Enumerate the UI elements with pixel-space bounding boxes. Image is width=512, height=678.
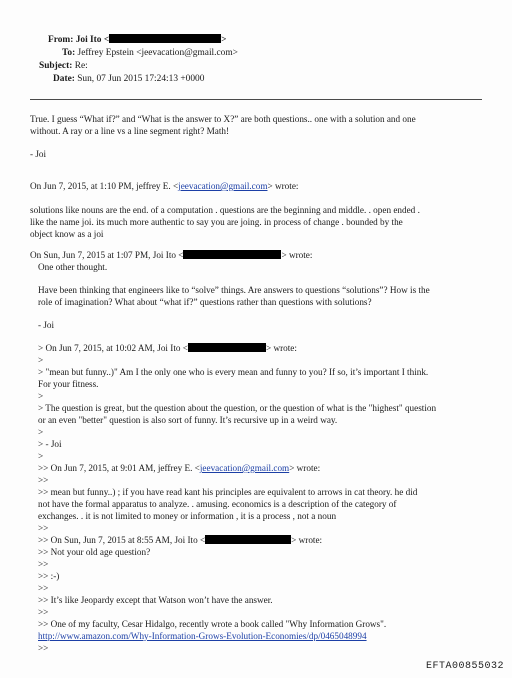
quote-line: >> One of my faculty, Cesar Hidalgo, recently wrote a book called "Why Information Grows".	[38, 619, 387, 629]
quote-marker: >	[38, 427, 44, 437]
quote-marker: >	[38, 391, 44, 401]
redaction-block	[188, 343, 266, 352]
reply-line: without. A ray or a line vs a line segment right? Math!	[30, 126, 230, 136]
quote-line: not have the formal apparatus to analyze. . amusing. economics is a description of the category of	[38, 499, 397, 509]
quote-line: > The question is great, but the question about the question, or the question of what is the "highest" question	[38, 403, 437, 413]
redaction-block	[183, 250, 281, 259]
header-from: From: Joi Ito < >	[48, 35, 227, 45]
quote-line: Have been thinking that engineers like to “solve” things. Are answers to questions “solutions”? How is the	[38, 285, 430, 295]
email-link[interactable]: jeevacation@gmail.com	[178, 181, 268, 191]
quote-marker: >>	[38, 583, 49, 593]
amazon-link[interactable]: http://www.amazon.com/Why-Information-Grows-Evolution-Economies/dp/0465048994	[38, 631, 367, 641]
quote-line: like the name joi. its much more authentic to say you are joing. in process of change . bounded by the	[30, 217, 403, 227]
quote-line: > "mean but funny..)" Am I the only one who is every mean and funny to you? If so, it’s important I think.	[38, 367, 429, 377]
quote-line: >> mean but funny..) ; if you have read kant his principles are equivalent to arrows in cat theory. he did	[38, 487, 418, 497]
redaction-block	[205, 535, 291, 544]
header-to: To: Jeffrey Epstein <jeevacation@gmail.com>	[62, 48, 238, 58]
quote-header: >> On Sun, Jun 7, 2015 at 8:55 AM, Joi Ito < > wrote:	[38, 535, 323, 545]
reply-line: True. I guess “What if?” and “What is the answer to X?” are both questions.. one with a solution and one	[30, 114, 416, 124]
signature: - Joi	[38, 320, 55, 330]
header-date: Date: Sun, 07 Jun 2015 17:24:13 +0000	[53, 74, 205, 84]
quote-marker: >	[38, 451, 44, 461]
signature: - Joi	[30, 149, 47, 159]
quote-line: solutions like nouns are the end. of a computation . questions are the beginning and middle. . open ended .	[30, 205, 420, 215]
email-link[interactable]: jeevacation@gmail.com	[199, 463, 290, 473]
quote-line: One other thought.	[38, 262, 108, 272]
quote-header: > On Jun 7, 2015, at 10:02 AM, Joi Ito < > wrote:	[38, 343, 297, 353]
quote-marker: >	[38, 355, 44, 365]
header-subject: Subject: Re:	[39, 61, 88, 71]
quote-line: >> It’s like Jeopardy except that Watson won’t have the answer.	[38, 595, 273, 605]
quote-line: exchanges. . it is not limited to money or information , it is a process , not a noun	[38, 511, 337, 521]
quote-line: For your fitness.	[38, 379, 99, 389]
quote-line: or an even "better" question is also sort of funny. It’s recursive up in a weird way.	[38, 415, 338, 425]
quote-marker: >>	[38, 523, 49, 533]
quote-line: >> :-)	[38, 571, 60, 581]
redaction-block	[109, 34, 221, 43]
quote-header: >> On Jun 7, 2015, at 9:01 AM, jeffrey E. <jeevacation@gmail.com> wrote:	[38, 463, 321, 473]
quote-line: object know as a joi	[30, 229, 104, 239]
document-id: EFTA00855032	[425, 661, 504, 672]
quote-header: On Jun 7, 2015, at 1:10 PM, jeffrey E. <jeevacation@gmail.com> wrote:	[30, 181, 299, 191]
quote-marker: >>	[38, 643, 49, 653]
quote-header: On Sun, Jun 7, 2015 at 1:07 PM, Joi Ito < > wrote:	[30, 250, 313, 260]
quote-line	[38, 631, 367, 643]
quote-marker: >>	[38, 475, 49, 485]
quote-marker: >>	[38, 607, 49, 617]
signature: > - Joi	[38, 439, 62, 449]
quote-line: role of imagination? What about “what if?” questions rather than questions with solutions?	[38, 297, 372, 307]
header-divider	[30, 99, 482, 100]
quote-marker: >>	[38, 559, 49, 569]
quote-line: >> Not your old age question?	[38, 547, 151, 557]
